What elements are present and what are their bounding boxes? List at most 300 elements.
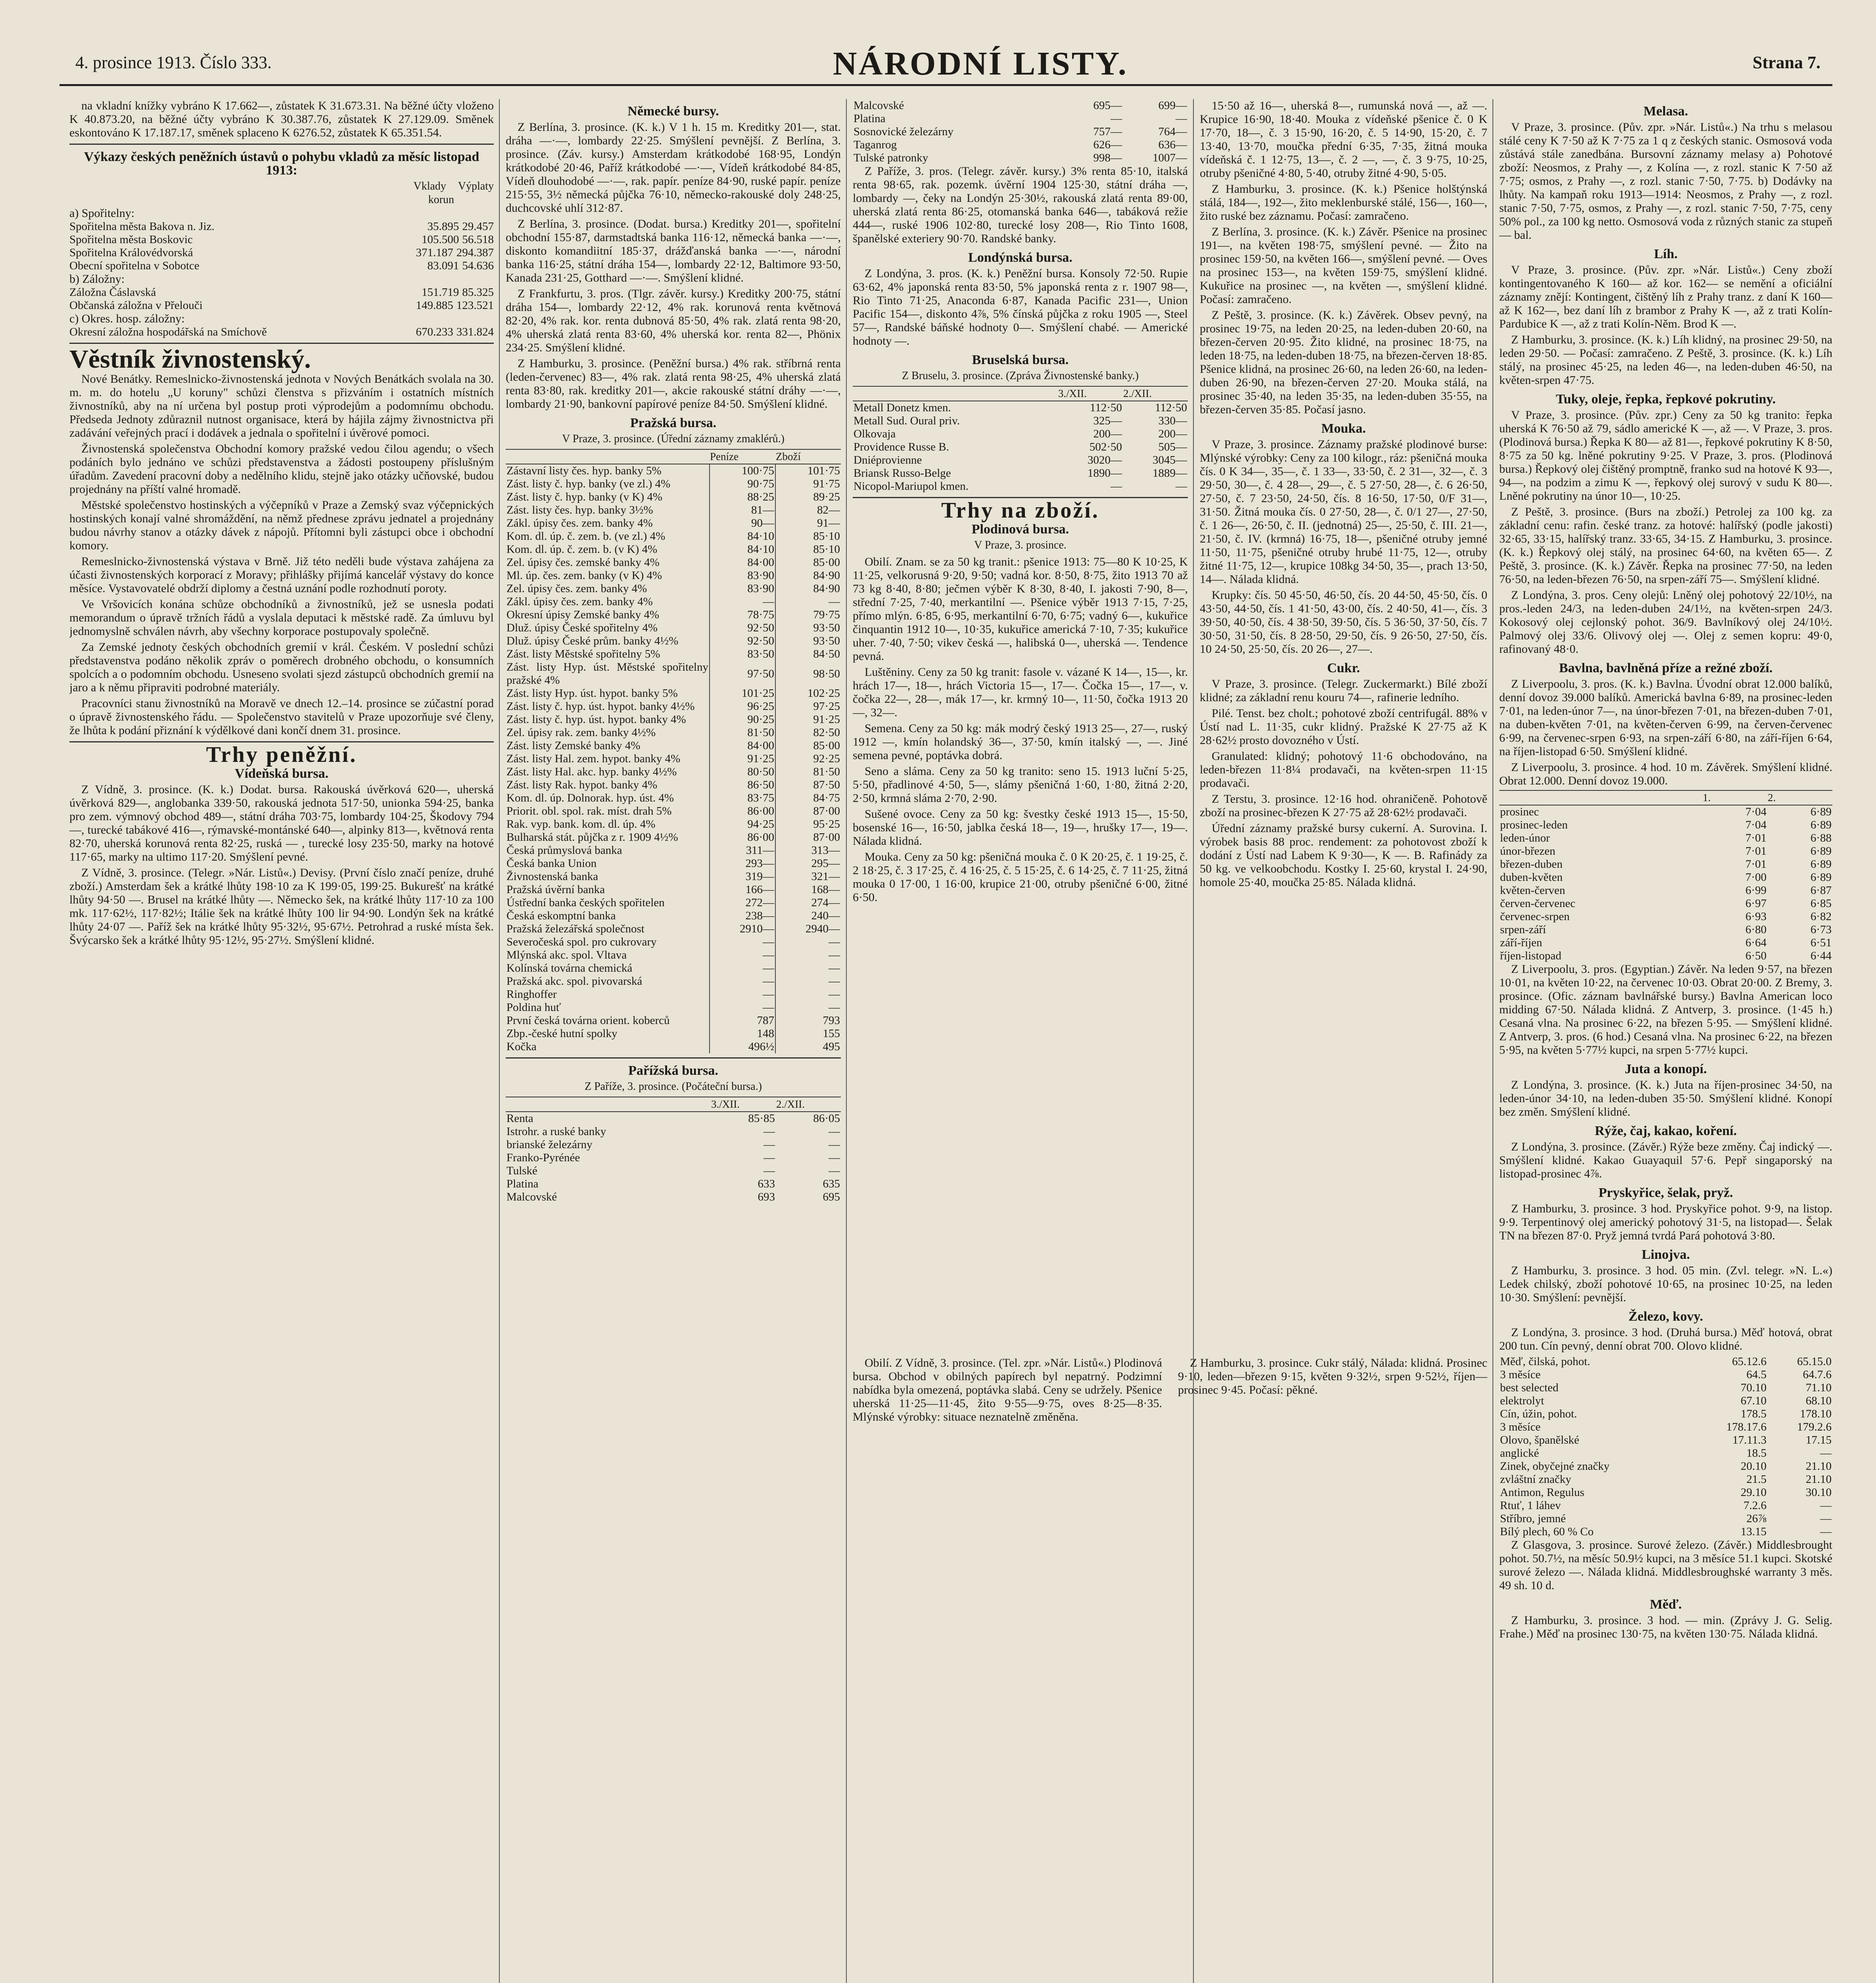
pryskyrice-heading: Pryskyřice, šelak, pryž.: [1598, 1185, 1733, 1200]
table-row: [506, 478, 841, 491]
row-label: Kom. dl. úp. č. zem. b. (ve zl.) 4%: [506, 530, 666, 543]
melasa-text: V Praze, 3. prosince. (Pův. zpr. »Nár. Listů«.) Na trhu s melasou stálé ceny K 7·50 až K 7·75 za 1 q z českých stanic. Osmosová voda zůstává stále zanedbána. Bursovní záznamy melasy a) Pohotové zboží: Neosmos, z Prahy —, z Kolína —, z rozl. stanic K 7·50 až 7·75; osmos, z Prahy —, z rozl. stanic 7·50, 7·75. b) Dodávky na lhůty. Na kampaň roku 1913—1914: Neosmos, z Prahy —, z rozl. stanic 7·50, 7·75, osmos, z Prahy —, z rozl. stanic 7·50, 7·75, ceny 50% pol., za 100 kg netto. Osmosová voda z různých stanic za stupeň — bal.: [1499, 121, 1832, 242]
row-label: Zást. listy č. hyp. úst. hypot. banky 4½%: [506, 700, 695, 713]
row-value-2: 274—: [775, 896, 841, 909]
row-label: Česká průmyslová banka: [506, 844, 622, 857]
column-rule: [499, 99, 500, 1983]
row-value-1: 81·50: [710, 726, 775, 739]
row-value-2: 495: [775, 1040, 841, 1053]
row-label: Živnostenská banka: [506, 870, 598, 883]
row-value-2: 85·10: [775, 530, 841, 543]
row-label: Pražská úvěrní banka: [506, 883, 605, 896]
pariz-text: Z Paříže, 3. pros. (Telegr. závěr. kursy.) 3% renta 85·10, italská renta 98·65, rak. pozemk. úvěrní 1904 125·30, státní dráha —, lombardy —, čeky na Londýn 25·30½, rakouská zlatá renta 89·00, uherská zlatá renta 86·25, otomanská banka 646—, tabáková režie 444—, ruské 1906 102·80, turecké losy 208—, Rio Tinto 1608, španělské exteriery 90·70. Randské banky.: [853, 165, 1188, 245]
row-value-1: 200—: [1093, 428, 1122, 440]
row-value-2: 82·50: [775, 726, 841, 739]
row-value-1: 29.10: [1740, 1486, 1767, 1499]
plodinova-heading: Plodinová bursa.: [971, 522, 1069, 537]
row-label: Zel. úpisy rak. zem. banky 4½%: [506, 726, 656, 739]
column-2: [506, 99, 841, 1983]
table-row: [853, 112, 1188, 125]
row-value-1: 311—: [710, 844, 775, 857]
row-value-2: 85·10: [775, 543, 841, 556]
row-value-2: 85·00: [775, 556, 841, 569]
table-row: [1499, 1394, 1832, 1408]
row-value-1: 67.10: [1740, 1394, 1767, 1407]
row-value-2: 86·05: [813, 1112, 840, 1125]
prazska-col-zbozi: Zboží: [775, 449, 841, 464]
parizska-col-1: 3./XII.: [711, 1097, 776, 1112]
row-value-1: 21.5: [1746, 1473, 1767, 1486]
row-label: Zást. listy č. hyp. banky (ve zl.) 4%: [506, 478, 671, 490]
table-row: [1499, 845, 1832, 858]
row-label: Platina: [854, 112, 886, 125]
table-row: [853, 125, 1188, 138]
table-row: [1499, 1460, 1832, 1473]
row-value-1: —: [763, 1164, 775, 1177]
table-row: [1499, 805, 1832, 819]
row-label: Dluž. úpisy České prům. banky 4½%: [506, 635, 679, 647]
table-row: [1499, 949, 1832, 963]
vykazy-row-vyplaty: 54.636: [462, 259, 494, 272]
row-label: Zást. listy č. hyp. úst. hypot. banky 4%: [506, 713, 686, 726]
row-value-1: 13.15: [1740, 1525, 1767, 1538]
row-value-1: 84·00: [710, 739, 775, 752]
row-label: Pražská akc. spol. pivovarská: [506, 975, 643, 988]
table-row: [506, 687, 841, 700]
row-label: Bulharská stát. půjčka z r. 1909 4½%: [506, 831, 678, 844]
parizska-subheading: Z Paříže, 3. prosince. (Počáteční bursa.): [584, 1080, 762, 1093]
row-label: Pražská železářská společnost: [506, 922, 645, 935]
row-value-2: 87·50: [775, 779, 841, 792]
vykazy-row-vyplaty: 56.518: [462, 233, 494, 246]
row-label: Nicopol-Mariupol kmen.: [854, 480, 969, 493]
row-value-2: 505—: [1158, 441, 1187, 453]
row-value-2: 6·73: [1810, 923, 1832, 936]
prazska-table: [506, 449, 841, 1053]
row-label: květen-červen: [1500, 884, 1565, 897]
table-row: [506, 582, 841, 595]
lih-text-2: Z Hamburku, 3. prosince. (K. k.) Líh klidný, na prosinec 29·50, na leden 29·50. — Počasí: zamračeno. Z Peště, 3. prosince. (K. k.) Líh stálý, na prosinec 45·25, na leden 46—, na leden-duben 46·50, na květen-srpen 47·75.: [1499, 333, 1832, 387]
row-label: Česká eskomptní banka: [506, 909, 616, 922]
row-label: anglické: [1500, 1447, 1539, 1459]
row-value-2: 155: [775, 1027, 841, 1040]
vykazy-section-name: b) Záložny:: [69, 272, 125, 286]
row-value-2: 6·82: [1810, 910, 1832, 923]
row-value-2: 764—: [1158, 125, 1187, 138]
table-row: [506, 949, 841, 962]
column-5: [1499, 99, 1832, 1983]
nemecke-text-3: Z Frankfurtu, 3. pros. (Tlgr. závěr. kursy.) Kreditky 200·75, státní dráha 154—, lombardy 22·12, 4% rak. korunová renta květnová 82·20, 4% rak. kor. renta dubnová 85·50, 4% rak. zlatá renta 98·20, 4% uherská zlatá renta 83·60, 4% uherská kor. renta 82—, Phönix 234·25. Smýšlení klidné.: [506, 287, 841, 354]
row-value-2: 21.10: [1805, 1473, 1832, 1486]
row-value-1: 2910—: [710, 922, 775, 936]
column-rule: [846, 99, 847, 1983]
table-row: [506, 569, 841, 582]
row-label: Zást. listy Hal. zem. hypot. banky 4%: [506, 752, 681, 765]
row-value-1: 86·00: [710, 805, 775, 818]
med-heading: Měď.: [1650, 1597, 1682, 1612]
row-value-1: 90—: [710, 517, 775, 530]
row-value-1: 293—: [710, 857, 775, 870]
zelezo-heading: Železo, kovy.: [1629, 1309, 1703, 1324]
table-row: [506, 621, 841, 635]
row-value-1: —: [710, 962, 775, 975]
row-value-2: 3045—: [1153, 454, 1187, 466]
row-label: Dluž. úpisy České spořitelny 4%: [506, 621, 658, 634]
pryskyrice-text: Z Hamburku, 3. prosince. 3 hod. Pryskyřice pohot. 9·9, na listop. 9·9. Terpentinový olej americký pohotový 31·5, na listopad—. Šelak TN na březen 87·0. Pryž jemná tvrdá Pará pohotová 3·80.: [1499, 1202, 1832, 1242]
vestnik-paragraph: Živnostenská společenstva Obchodní komory pražské vedou čilou agendu; o všech podáních bylo jednáno ve schůzi představenstva a žádosti postoupeny příslušným úřadům. Zavedení pracovní doby a nedělního klidu, stejně jako otázky učňovské, budou projednány na příští valné hromadě.: [69, 442, 494, 496]
vykazy-section-name: a) Spořitelny:: [69, 207, 135, 220]
row-value-1: 633: [758, 1178, 775, 1190]
column-1: [69, 99, 494, 1983]
row-value-1: 6·93: [1745, 910, 1767, 923]
table-row: [506, 739, 841, 752]
row-label: Kolínská továrna chemická: [506, 962, 633, 974]
row-label: Rak. vyp. bank. kom. dl. úp. 4%: [506, 818, 656, 830]
row-value-1: 83·50: [710, 648, 775, 661]
vykazy-row-vklady: 105.500: [422, 233, 459, 246]
row-label: březen-duben: [1500, 858, 1563, 871]
row-label: Ringhoffer: [506, 988, 557, 1001]
trhy-penezni-heading: Trhy peněžní.: [206, 742, 357, 767]
parizska-col-2: 2./XII.: [776, 1097, 841, 1112]
row-value-1: 84·00: [710, 556, 775, 569]
row-value-1: —: [710, 975, 775, 988]
vestnik-articles: [69, 372, 494, 737]
bavlna-col-2: 2.: [1767, 790, 1832, 805]
row-value-1: 83·75: [710, 792, 775, 805]
row-value-2: 17.15: [1805, 1434, 1832, 1446]
table-row: [506, 1191, 841, 1204]
vykazy-columns: [69, 180, 494, 193]
newspaper-title: NÁRODNÍ LISTY.: [833, 45, 1128, 82]
table-row: [506, 635, 841, 648]
table-row: [1499, 1499, 1832, 1512]
table-row: [506, 530, 841, 543]
row-value-2: —: [829, 1125, 840, 1138]
table-row: [506, 936, 841, 949]
row-label: Česká banka Union: [506, 857, 597, 870]
table-row: [1499, 1473, 1832, 1486]
row-value-1: 6·99: [1745, 884, 1767, 897]
row-value-2: 695: [823, 1191, 840, 1203]
page-number: Strana 7.: [1752, 53, 1820, 72]
row-value-2: 313—: [775, 844, 841, 857]
vykazy-row-label: Spořitelna města Bakova n. Jiz.: [69, 220, 215, 233]
table-row: [853, 428, 1188, 441]
row-value-1: 272—: [710, 896, 775, 909]
vykazy-row-label: Obecní spořitelna v Sobotce: [69, 259, 199, 272]
videnska-heading: Vídeňská bursa.: [234, 766, 329, 781]
row-label: Taganrog: [854, 138, 897, 151]
row-label: Ústřední banka českých spořitelen: [506, 896, 665, 909]
row-value-1: 83·90: [710, 582, 775, 595]
row-value-1: 7·01: [1745, 832, 1767, 844]
row-label: září-říjen: [1500, 936, 1542, 949]
table-row: [506, 543, 841, 556]
row-value-2: 65.15.0: [1797, 1355, 1832, 1368]
med-text: Z Hamburku, 3. prosince. 3 hod. — min. (Zprávy J. G. Selig. Frahe.) Měď na prosinec 130·75, na květen 130·75. Nálada klidná.: [1499, 1614, 1832, 1640]
table-row: [506, 1040, 841, 1053]
vykazy-row: [69, 259, 494, 272]
row-label: Stříbro, jemné: [1500, 1512, 1566, 1525]
vykazy-row: [69, 220, 494, 233]
row-label: červen-červenec: [1500, 897, 1575, 910]
tuky-text-2: Z Peště, 3. prosince. (Burs na zboží.) Petrolej za 100 kg. za základní cenu: rafin. české tranz. za hotové: halířský (podle jakosti) 32·65, 33·15, halířský tranz. 33·65, 34·15. Z Hamburku, 3. prosince. (K. k.) Řepkový olej stálý, na prosinec 64·60, na květen 65—. Z Peště, 3. prosince. (K. k.) Závěr. Řepka na prosinec 77·50, na leden 76·50, na leden-březen 76·50, na srpen-září 75—. Smýšlení klidné.: [1499, 505, 1832, 586]
table-row: [506, 661, 841, 687]
table-row: [853, 441, 1188, 454]
trhy-zbozi-heading: Trhy na zboží.: [941, 498, 1099, 523]
row-value-2: —: [775, 1001, 841, 1014]
row-label: zvláštní značky: [1500, 1473, 1571, 1486]
row-value-2: —: [1820, 1525, 1832, 1538]
row-value-1: 18.5: [1746, 1447, 1767, 1459]
row-value-1: 695—: [1093, 99, 1122, 112]
row-value-1: —: [710, 936, 775, 949]
table-row: [506, 556, 841, 569]
row-value-2: 168—: [775, 883, 841, 896]
table-row: [853, 454, 1188, 467]
row-value-2: 6·89: [1810, 845, 1832, 857]
table-row: [1499, 1447, 1832, 1460]
linoj-text: Z Hamburku, 3. prosince. 3 hod. 05 min. (Zvl. telegr. »N. L.«) Ledek chilský, zboží pohotové 10·65, na prosinec 10·25, na leden 10·30. Smýšlení: pevnější.: [1499, 1264, 1832, 1304]
bavlna-table: [1499, 790, 1832, 963]
parizska-heading: Pařížská bursa.: [628, 1063, 718, 1078]
row-label: červenec-srpen: [1500, 910, 1570, 923]
issue-date: 4. prosince 1913. Číslo 333.: [75, 53, 272, 72]
cukr-articles: [1200, 677, 1487, 889]
row-value-2: 112·50: [1155, 401, 1187, 414]
row-label: Tulské patronky: [854, 152, 928, 164]
row-value-2: 699—: [1158, 99, 1187, 112]
table-row: [506, 700, 841, 713]
cukr-paragraph: Granulated: klidný; pohotový 11·6 obchodováno, na leden-březen 11·8¼ prodavači, na květen-srpen 11·15 prodavači.: [1200, 750, 1487, 790]
row-value-1: 97·50: [710, 661, 775, 687]
row-label: Metall Sud. Oural priv.: [854, 414, 960, 427]
row-label: Olkovaja: [854, 428, 896, 440]
row-value-2: 330—: [1158, 414, 1187, 427]
row-value-2: —: [775, 949, 841, 962]
row-label: Poldina huť: [506, 1001, 561, 1014]
row-value-2: —: [775, 962, 841, 975]
row-label: Platina: [506, 1178, 539, 1190]
row-label: Zbp.-české hutní spolky: [506, 1027, 618, 1040]
table-row: [506, 504, 841, 517]
londynska-text: Z Londýna, 3. pros. (K. k.) Peněžní bursa. Konsoly 72·50. Rupie 63·62, 4% japonská renta 83·50, 5% japonská renta z r. 1907 98—, Rio Tinto 71·25, Anaconda 6·87, Kanada Pacific 231—, Union Pacific 154—, diskonto 4⅞, 5% čínská půjčka z roku 1905 —, Steel 57—, Randské báňské hodnoty 0—. Smýšlení chabé. — Americké hodnoty —.: [853, 267, 1188, 347]
mouka-paragraph: V Praze, 3. prosince. Záznamy pražské plodinové burse: Mlýnské výrobky: Ceny za 100 kilogr., ráz: pšeničná mouka čís. 0 K 34—, 35—, č. 1 33—, 33·50, č. 2 31—, 32—, č. 3 29·50, 30—, č. 4 28—, 29—, č. 5 27·50, 28—, č. 6 26·50, 27·50, č. 7 23·50, 24·50, čís. 8 16·50, 17·50, 0/F 31—, 31·50. Žitná mouka čís. 0 27·50, 28—, č. 0/1 27—, 27·50, č. 1 26—, 26·50, č. II. (jednotná) 25—, 25·50, č. III. 21—, 21·50, č. IV. (krmná) 16·75, 18—, pšeničné otruby jemné 11·50, 11·75, pšeničné otruby hrubé 11·75, 12—, otruby žitné 11·75, 12—, krupice 108kg 34·50, 35—, prach 13·50, 14—. Nálada klidná.: [1200, 438, 1487, 586]
row-value-2: —: [1820, 1447, 1832, 1459]
row-value-1: —: [1111, 480, 1122, 493]
row-value-2: 64.7.6: [1803, 1368, 1832, 1381]
cukr-paragraph: Pilé. Tenst. bez cholt.; pohotové zboží centrifugál. 88% v Ústí nad L. 11·35, cukr klidný. Pražské K 27·75 až K 28·62½ prosto dovozného v Ústí.: [1200, 707, 1487, 747]
table-row: [506, 517, 841, 530]
row-value-1: 26⅞: [1746, 1512, 1767, 1525]
row-label: 3 měsíce: [1500, 1421, 1541, 1433]
row-value-1: 998—: [1093, 152, 1122, 164]
row-value-1: 96·25: [710, 700, 775, 713]
cukr-paragraph: Z Terstu, 3. prosince. 12·16 hod. ohraničeně. Pohotově zboží na prosinec-březen K 27·75 až 28·62½ prodavači.: [1200, 792, 1487, 819]
row-label: Rtuť, 1 láhev: [1500, 1499, 1561, 1512]
row-value-1: 7·00: [1745, 871, 1767, 884]
vykazy-row-vklady: 151.719: [422, 286, 459, 299]
row-label: Malcovské: [854, 99, 904, 112]
row-value-2: 6·89: [1810, 819, 1832, 831]
masthead: [59, 36, 1832, 86]
vykazy-section-name: c) Okres. hosp. záložny:: [69, 312, 185, 325]
row-label: prosinec-leden: [1500, 819, 1568, 831]
row-value-2: 635: [823, 1178, 840, 1190]
divider: [506, 1057, 841, 1059]
row-value-1: 81—: [710, 504, 775, 517]
row-value-2: 6·44: [1810, 949, 1832, 962]
row-label: Providence Russe B.: [854, 441, 949, 453]
row-value-1: —: [763, 1138, 775, 1151]
row-label: Zást. listy Zemské banky 4%: [506, 739, 641, 752]
row-value-1: —: [710, 1001, 775, 1014]
table-row: [506, 870, 841, 883]
row-value-1: 101·25: [710, 687, 775, 700]
row-label: Malcovské: [506, 1191, 557, 1203]
row-value-1: 90·25: [710, 713, 775, 726]
vykazy-col-vyplaty: Výplaty: [458, 180, 494, 192]
londynska-heading: Londýnská bursa.: [968, 250, 1072, 265]
vykazy-heading: Výkazy českých peněžních ústavů o pohybu vkladů za měsíc listopad 1913:: [84, 150, 480, 178]
row-value-2: 6·89: [1810, 871, 1832, 884]
intro-paragraph: na vkladní knížky vybráno K 17.662—, zůstatek K 31.673.31. Na běžné účty vloženo K 40.873.20, na běžné účty vybráno K 30.387.76, zůstatek K 27.129.09. Směnek eskontováno K 17.187.17, směnek splaceno K 6276.52, zůstatek K 65.351.54.: [69, 99, 494, 139]
table-row: [506, 962, 841, 975]
row-value-2: 71.10: [1805, 1381, 1832, 1394]
vykazy-row-label: Spořitelna města Boskovic: [69, 233, 193, 246]
row-value-2: 6·89: [1810, 805, 1832, 818]
vykazy-row: [69, 233, 494, 246]
row-value-1: —: [763, 1151, 775, 1164]
row-value-2: 97·25: [775, 700, 841, 713]
table-row: [506, 1027, 841, 1040]
row-label: Metall Donetz kmen.: [854, 401, 951, 414]
row-value-2: 2940—: [775, 922, 841, 936]
row-value-2: 6·88: [1810, 832, 1832, 844]
row-label: Istrohr. a ruské banky: [506, 1125, 606, 1138]
table-row: [506, 726, 841, 739]
prazska-subheading: V Praze, 3. prosince. (Úřední záznamy zmaklérů.): [562, 433, 785, 445]
row-label: Ml. úp. čes. zem. banky (v K) 4%: [506, 569, 662, 582]
vykazy-row-vyplaty: 29.457: [462, 220, 494, 233]
row-value-1: 94·25: [710, 818, 775, 831]
tuky-heading: Tuky, oleje, řepka, řepkové pokrutiny.: [1556, 392, 1776, 407]
table-row: [1499, 871, 1832, 884]
row-label: Bílý plech, 60 % Co: [1500, 1525, 1594, 1538]
lih-text: V Praze, 3. prosince. (Pův. zpr. »Nár. Listů«.) Ceny zboží kontingentovaného K 160— až kor. 162— se nemění a oficiální záznamy znějí: Kontingent, čištěný líh z Prahy tranz. z daní K 160— až K 162—, bez daní líh z brambor z Prahy K —, až z trati Kolín-Pardubice K —, až z trati Kolín-Něm. Brod K —.: [1499, 263, 1832, 330]
table-row: [1499, 1408, 1832, 1421]
table-row: [506, 844, 841, 857]
row-value-2: 87·00: [775, 805, 841, 818]
row-value-2: 240—: [775, 909, 841, 922]
vestnik-heading: Věstník živnostenský.: [69, 345, 311, 374]
row-value-2: 82—: [775, 504, 841, 517]
vykazy-table: [69, 207, 494, 339]
row-value-2: —: [829, 1138, 840, 1151]
table-row: [506, 1014, 841, 1027]
nemecke-heading: Německé bursy.: [627, 104, 719, 119]
row-value-2: 6·89: [1810, 858, 1832, 871]
row-value-1: 693: [758, 1191, 775, 1203]
table-row: [506, 975, 841, 988]
row-value-1: 17.11.3: [1732, 1434, 1767, 1446]
prazska-heading: Pražská bursa.: [630, 416, 717, 430]
row-label: Zákl. úpisy čes. zem. banky 4%: [506, 517, 653, 529]
row-label: Zást. listy Rak. hypot. banky 4%: [506, 779, 658, 791]
row-label: Zást. listy čes. hyp. banky 3½%: [506, 504, 653, 516]
row-value-2: 200—: [1158, 428, 1187, 440]
row-label: prosinec: [1500, 805, 1539, 818]
row-value-1: 325—: [1093, 414, 1122, 427]
table-row: [1499, 936, 1832, 949]
row-label: říjen-listopad: [1500, 949, 1561, 962]
row-label: Zást. listy Městské spořitelny 5%: [506, 648, 660, 660]
bruselska-table: [853, 386, 1188, 493]
table-row: [1499, 897, 1832, 910]
row-value-2: 6·87: [1810, 884, 1832, 897]
row-value-1: 91·25: [710, 752, 775, 765]
vestnik-paragraph: Městské společenstvo hostinských a výčepníků v Praze a Zemský svaz výčepnických hostinských konají valné shromáždění, na němž přednese zprávu jednatel a projednány budou návrhy stanov a otázky dávek z nápojů. Přítomni byli zástupci obce i obchodní komory.: [69, 499, 494, 552]
row-label: Zást. listy Hyp. úst. hypot. banky 5%: [506, 687, 678, 700]
row-value-1: 6·50: [1745, 949, 1767, 962]
row-value-1: 85·85: [748, 1112, 775, 1125]
zelezo-table: [1499, 1355, 1832, 1538]
row-value-1: —: [710, 949, 775, 962]
mouka-articles: [1200, 438, 1487, 656]
melasa-heading: Melasa.: [1643, 104, 1688, 119]
row-value-1: 626—: [1093, 138, 1122, 151]
vykazy-unit: korun: [428, 194, 454, 206]
row-value-1: 80·50: [710, 765, 775, 779]
plodinova-paragraph: Mouka. Ceny za 50 kg: pšeničná mouka č. 0 K 20·25, č. 1 19·25, č. 2 18·25, č. 3 17·25, č. 4 16·25, č. 5 15·25, č. 6 14·25, č. 7 11·25, žitná mouka 0 17·00, 1 16·00, krupice 21·00, otruby pšeničné 6·00, žitné 6·50.: [853, 850, 1188, 904]
row-value-1: 178.5: [1740, 1408, 1767, 1420]
row-label: 3 měsíce: [1500, 1368, 1541, 1381]
row-label: Mlýnská akc. spol. Vltava: [506, 949, 627, 961]
table-row: [506, 1164, 841, 1178]
row-value-1: 7·01: [1745, 845, 1767, 857]
col4-top-paragraph: Z Berlína, 3. prosince. (K. k.) Závěr. Pšenice na prosinec 191—, na květen 198·75, smýšlení pevné. — Žito na prosinec 159·50, na květen 166—, smýšlení pevné. — Oves na prosinec 153—, na květen 159·75, smýšlení klidné. Kukuřice na prosinec —, na květen —, smýšlení klidné. Počasí: zamračeno.: [1200, 225, 1487, 306]
table-row: [506, 1001, 841, 1014]
row-value-2: 178.10: [1800, 1408, 1832, 1420]
ryze-heading: Rýže, čaj, kakao, koření.: [1595, 1124, 1737, 1138]
row-value-2: 84·50: [775, 648, 841, 661]
row-label: Kom. dl. úp. č. zem. b. (v K) 4%: [506, 543, 658, 556]
row-value-1: 178.17.6: [1726, 1421, 1767, 1433]
zelezo-subheading: Z Londýna, 3. prosince. 3 hod. (Druhá bursa.) Měď hotová, obrat 200 tun. Cín pevný, denní obrat 700. Olovo klidné.: [1499, 1326, 1832, 1352]
vykazy-row-vklady: 149.885: [416, 299, 453, 312]
table-row: [506, 1138, 841, 1151]
vykazy-row-label: Spořitelna Královédvorská: [69, 246, 193, 259]
row-label: Zást. listy č. hyp. banky (v K) 4%: [506, 491, 663, 503]
row-label: Okresní úpisy Zemské banky 4%: [506, 608, 659, 621]
row-value-1: 112·50: [1090, 401, 1122, 414]
row-label: srpen-září: [1500, 923, 1546, 936]
row-value-1: 88·25: [710, 491, 775, 504]
plodinova-articles: [853, 555, 1188, 904]
table-row: [506, 988, 841, 1001]
row-value-1: —: [710, 595, 775, 608]
table-row: [506, 464, 841, 478]
row-label: Antimon, Regulus: [1500, 1486, 1584, 1499]
table-row: [506, 752, 841, 765]
row-label: Sosnovické železárny: [854, 125, 954, 138]
row-label: elektrolyt: [1500, 1394, 1544, 1407]
row-label: Dniéprovienne: [854, 454, 922, 466]
row-value-2: 93·50: [775, 635, 841, 648]
row-value-1: 86·00: [710, 831, 775, 844]
column-3-4-lower: [853, 1356, 1487, 1983]
